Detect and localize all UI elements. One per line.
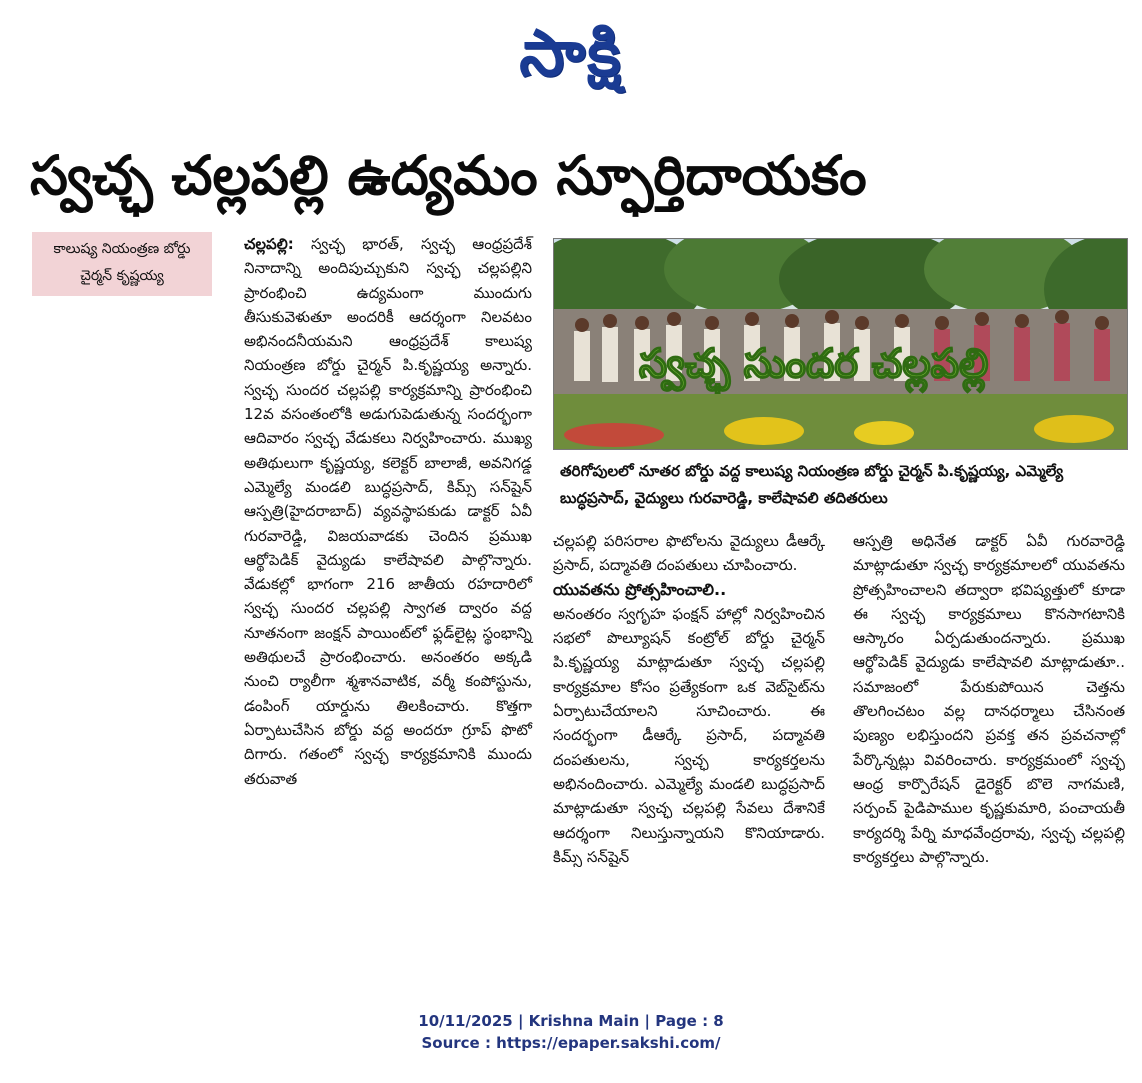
news-photo (553, 238, 1128, 450)
headline: స్వచ్ఛ చల్లపల్లి ఉద్యమం స్ఫూర్తిదాయకం (30, 144, 867, 207)
article-column-2 (553, 529, 825, 869)
subheading: యువతను ప్రోత్సహించాలి.. (553, 579, 727, 599)
sakshi-logo: సాక్షి (519, 17, 623, 91)
dateline: చల్లపల్లి: (244, 235, 294, 253)
masthead (0, 0, 1142, 110)
footer-edition-line: 10/11/2025 | Krishna Main | Page : 8 (418, 1012, 724, 1030)
footer-source-line: Source : https://epaper.sakshi.com/ (421, 1034, 721, 1052)
article-text-col1: స్వచ్ఛ భారత్‌, స్వచ్ఛ ఆంధ్రప్రదేశ్‌ నినాదాన్ని అందిపుచ్చుకుని స్వచ్ఛ చల్లపల్లిని ప్రారంభించి ఉద్యమంగా ముందుగు తీసుకువెళుతూ అందరికీ ఆదర్శంగా నిలవటం అభినందనీయమని ఆంధ్రప్రదేశ్‌ కాలుష్య నియంత్రణ బోర్డు చైర్మన్‌ పి.కృష్ణయ్య అన్నారు. స్వచ్ఛ సుందర చల్లపల్లి కార్యక్రమాన్ని ప్రారంభించి 12వ వసంతంలోకి అడుగుపెడుతున్న సందర్భంగా ఆదివారం స్వచ్ఛ వేడుకలు నిర్వహించారు. ముఖ్య అతిథులుగా కృష్ణయ్య, కలెక్టర్‌ బాలాజీ, అవనిగడ్డ ఎమ్మెల్యే మండలి బుద్ధప్రసాద్‌, కిమ్స్‌ సన్‌షైన్‌ ఆస్పత్రి(హైదరాబాద్‌) వ్యవస్థాపకుడు డాక్టర్‌ ఏవీ గురవారెడ్డి, విజయవాడకు చెందిన ప్రముఖ ఆర్థోపెడిక్‌ వైద్యుడు కాలేషావలి పాల్గొన్నారు. వేడుకల్లో భాగంగా 216 జాతీయ రహదారిలో స్వచ్ఛ సుందర చల్లపల్లి స్వాగత ద్వారం వద్ద నూతనంగా జంక్షన్‌ పాయింట్‌లో ఫ్లడ్‌లైట్ల స్థంభాన్ని అతిథులచే ప్రారంభించారు. అనంతరం అక్కడి నుంచి ర్యాలీగా శ్మశానవాటిక, వర్మీ కంపోస్టును, డంపింగ్‌ యార్డును తిలకించారు. కొత్తగా ఏర్పాటుచేసిన బోర్డు వద్ద అందరూ గ్రూప్‌ ఫొటో దిగారు. గతంలో స్వచ్ఛ కార్యక్రమానికి ముందు తరువాత (244, 235, 532, 788)
article-text-col3: ఆస్పత్రి అధినేత డాక్టర్‌ ఏవీ గురవారెడ్డి మాట్లాడుతూ స్వచ్ఛ కార్యక్రమాలలో యువతను ప్రోత్సహించాలని తద్వారా భవిష్యత్తులో కూడా ఈ స్వచ్ఛ కార్యక్రమాలు కొనసాగటానికి ఆస్కారం ఏర్పడుతుందన్నారు. ప్రముఖ ఆర్థోపెడిక్‌ వైద్యుడు కాలేషావలి మాట్లాడుతూ.. సమాజంలో పేరుకుపోయిన చెత్తను తొలగించటం వల్ల దానధర్మాలు చేసినంత పుణ్యం లభిస్తుందని ప్రవక్త తన ప్రవచనాల్లో పేర్కొన్నట్లు వివరించారు. కార్యక్రమంలో స్వచ్ఛ ఆంధ్ర కార్పొరేషన్‌ డైరెక్టర్‌ బొలె నాగమణి, సర్పంచ్‌ పైడిపాముల కృష్ణకుమారి, పంచాయతీ కార్యదర్శి పేర్ని మాధవేంద్రరావు, స్వచ్ఛ చల్లపల్లి కార్యకర్తలు పాల్గొన్నారు. (853, 532, 1125, 866)
article-column-1 (244, 232, 532, 791)
article-text-col2b: అనంతరం స్వగృహ ఫంక్షన్‌ హాల్లో నిర్వహించిన సభలో పొల్యూషన్‌ కంట్రోల్‌ బోర్డు చైర్మన్‌ పి.కృష్ణయ్య మాట్లాడుతూ స్వచ్ఛ చల్లపల్లి కార్యక్రమాల కోసం ప్రత్యేకంగా ఒక వెబ్‌సైట్‌ను ఏర్పాటుచేయాలని సూచించారు. ఈ సందర్భంగా డీఆర్కే ప్రసాద్‌, పద్మావతి దంపతులను, స్వచ్ఛ కార్యకర్తలను అభినందించారు. ఎమ్మెల్యే మండలి బుద్ధప్రసాద్‌ మాట్లాడుతూ స్వచ్ఛ చల్లపల్లి సేవలు దేశానికే ఆదర్శంగా నిలుస్తున్నాయని కొనియాడారు. కిమ్స్‌ సన్‌షైన్‌ (553, 604, 825, 866)
inset-caption-box: కాలుష్య నియంత్రణ బోర్డు చైర్మన్ కృష్ణయ్య (32, 232, 212, 296)
article-text-col2a: చల్లపల్లి పరిసరాల ఫొటోలను వైద్యులు డీఆర్కే ప్రసాద్‌, పద్మావతి దంపతులు చూపించారు. (553, 532, 825, 575)
photo-caption: తరిగోపులలో నూతర బోర్డు వద్ద కాలుష్య నియంత్రణ బోర్డు చైర్మన్‌ పి.కృష్ణయ్య, ఎమ్మెల్యే బుద్ధప్రసాద్‌, వైద్యులు గురవారెడ్డి, కాలేషావలి తదితరులు (560, 462, 1064, 507)
footer (0, 1010, 1142, 1054)
photo-sign-text: స్వచ్ఛ సుందర చల్లపల్లి (639, 341, 989, 387)
article-column-3 (853, 529, 1125, 869)
